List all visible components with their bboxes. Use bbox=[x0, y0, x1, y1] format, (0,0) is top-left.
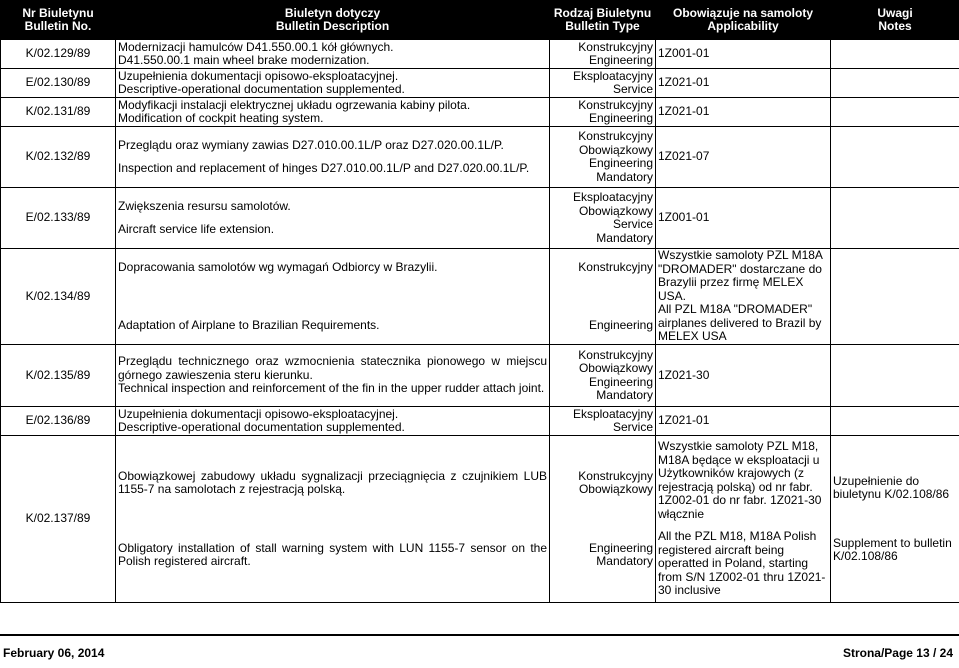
notes bbox=[831, 345, 959, 407]
bulletin-number: E/02.130/89 bbox=[1, 69, 116, 98]
header-applicability: Obowiązuje na samoloty Applicability bbox=[656, 1, 831, 40]
bulletin-description: Dopracowania samolotów wg wymagań Odbiorcy w Brazylii. Adaptation of Airplane to Brazilian Requirements. bbox=[116, 249, 550, 345]
bulletin-description: Obowiązkowej zabudowy układu sygnalizacji przeciągnięcia z czujnikiem LUB 1155-7 na samolotach z rejestracją polską. Obligatory installation of stall warning system with LUN 1155-7 sensor on the Polish registered aircraft. bbox=[116, 436, 550, 603]
header-notes: Uwagi Notes bbox=[831, 1, 959, 40]
bulletin-description: Uzupełnienia dokumentacji opisowo-eksploatacyjnej. Descriptive-operational documentation supplemented. bbox=[116, 407, 550, 436]
notes bbox=[831, 98, 959, 127]
applicability: 1Z021-01 bbox=[656, 98, 831, 127]
table-row bbox=[1, 188, 959, 249]
notes-en: Supplement to bulletin K/02.108/86 bbox=[833, 537, 957, 564]
notes bbox=[831, 436, 959, 603]
notes bbox=[831, 188, 959, 249]
bulletin-number: K/02.137/89 bbox=[1, 436, 116, 603]
notes-pl: Uzupełnienie do biuletynu K/02.108/86 bbox=[833, 475, 957, 502]
applicability: 1Z021-01 bbox=[656, 69, 831, 98]
notes bbox=[831, 407, 959, 436]
applicability: 1Z001-01 bbox=[656, 40, 831, 69]
applicability: 1Z021-30 bbox=[656, 345, 831, 407]
table-row bbox=[1, 345, 959, 407]
applicability bbox=[656, 249, 831, 345]
bulletin-description: Modyfikacji instalacji elektrycznej układu ogrzewania kabiny pilota. Modification of cockpit heating system. bbox=[116, 98, 550, 127]
table-row bbox=[1, 436, 959, 603]
page-footer bbox=[0, 634, 959, 668]
table-row bbox=[1, 98, 959, 127]
table-row bbox=[1, 249, 959, 345]
table-header bbox=[1, 1, 959, 40]
bulletin-number: E/02.133/89 bbox=[1, 188, 116, 249]
table-row bbox=[1, 40, 959, 69]
bulletin-number: K/02.131/89 bbox=[1, 98, 116, 127]
bulletin-description: Modernizacji hamulców D41.550.00.1 kół głównych. D41.550.00.1 main wheel brake modernization. bbox=[116, 40, 550, 69]
bulletin-number: K/02.132/89 bbox=[1, 127, 116, 188]
applicability-pl: Wszystkie samoloty PZL M18A "DROMADER" dostarczane do Brazylii przez firmę MELEX USA. bbox=[658, 249, 828, 303]
bulletin-type: Eksploatacyjny Obowiązkowy Service Mandatory bbox=[550, 188, 656, 249]
bulletin-type: Konstrukcyjny Obowiązkowy Engineering Mandatory bbox=[550, 436, 656, 603]
table-row bbox=[1, 407, 959, 436]
bulletin-description: Przeglądu technicznego oraz wzmocnienia statecznika pionowego w miejscu górnego zawieszenia steru kierunku. Technical inspection and reinforcement of the fin in the upper rudder attach joint. bbox=[116, 345, 550, 407]
bulletin-number: K/02.135/89 bbox=[1, 345, 116, 407]
footer-date: February 06, 2014 bbox=[3, 646, 104, 660]
bulletin-number: K/02.134/89 bbox=[1, 249, 116, 345]
bulletin-description: Przeglądu oraz wymiany zawias D27.010.00.1L/P oraz D27.020.00.1L/P. Inspection and replacement of hinges D27.010.00.1L/P and D27.020.00.1L/P. bbox=[116, 127, 550, 188]
bulletin-number: E/02.136/89 bbox=[1, 407, 116, 436]
header-bulletin-description: Biuletyn dotyczy Bulletin Description bbox=[116, 1, 550, 40]
bulletin-description: Zwiększenia resursu samolotów. Aircraft service life extension. bbox=[116, 188, 550, 249]
header-bulletin-type: Rodzaj Biuletynu Bulletin Type bbox=[550, 1, 656, 40]
table-row bbox=[1, 127, 959, 188]
applicability-en: All the PZL M18, M18A Polish registered aircraft being operatted in Poland, starting from S/N 1Z002-01 thru 1Z021-30 inclusive bbox=[658, 530, 828, 598]
applicability: 1Z021-07 bbox=[656, 127, 831, 188]
bulletin-type: Konstrukcyjny Obowiązkowy Engineering Mandatory bbox=[550, 127, 656, 188]
applicability: 1Z001-01 bbox=[656, 188, 831, 249]
bulletin-type: Eksploatacyjny Service bbox=[550, 407, 656, 436]
footer-page-number: Strona/Page 13 / 24 bbox=[843, 646, 953, 660]
applicability bbox=[656, 436, 831, 603]
bulletin-type: Konstrukcyjny Obowiązkowy Engineering Mandatory bbox=[550, 345, 656, 407]
notes bbox=[831, 69, 959, 98]
bulletin-type: Eksploatacyjny Service bbox=[550, 69, 656, 98]
notes bbox=[831, 127, 959, 188]
applicability-pl: Wszystkie samoloty PZL M18, M18A będące w eksploatacji u Użytkowników krajowych (z rejestracją polską) od nr fabr. 1Z002-01 do nr fabr. 1Z021-30 włącznie bbox=[658, 440, 828, 521]
applicability: 1Z021-01 bbox=[656, 407, 831, 436]
notes bbox=[831, 40, 959, 69]
header-bulletin-no: Nr Biuletynu Bulletin No. bbox=[1, 1, 116, 40]
bulletin-description: Uzupełnienia dokumentacji opisowo-eksploatacyjnej. Descriptive-operational documentation supplemented. bbox=[116, 69, 550, 98]
applicability-en: All PZL M18A "DROMADER" airplanes delivered to Brazil by MELEX USA bbox=[658, 303, 828, 344]
table-row bbox=[1, 69, 959, 98]
bulletin-number: K/02.129/89 bbox=[1, 40, 116, 69]
bulletin-type: Konstrukcyjny Engineering bbox=[550, 40, 656, 69]
bulletin-type: Konstrukcyjny Engineering bbox=[550, 98, 656, 127]
bulletin-type: Konstrukcyjny Engineering bbox=[550, 249, 656, 345]
notes bbox=[831, 249, 959, 345]
